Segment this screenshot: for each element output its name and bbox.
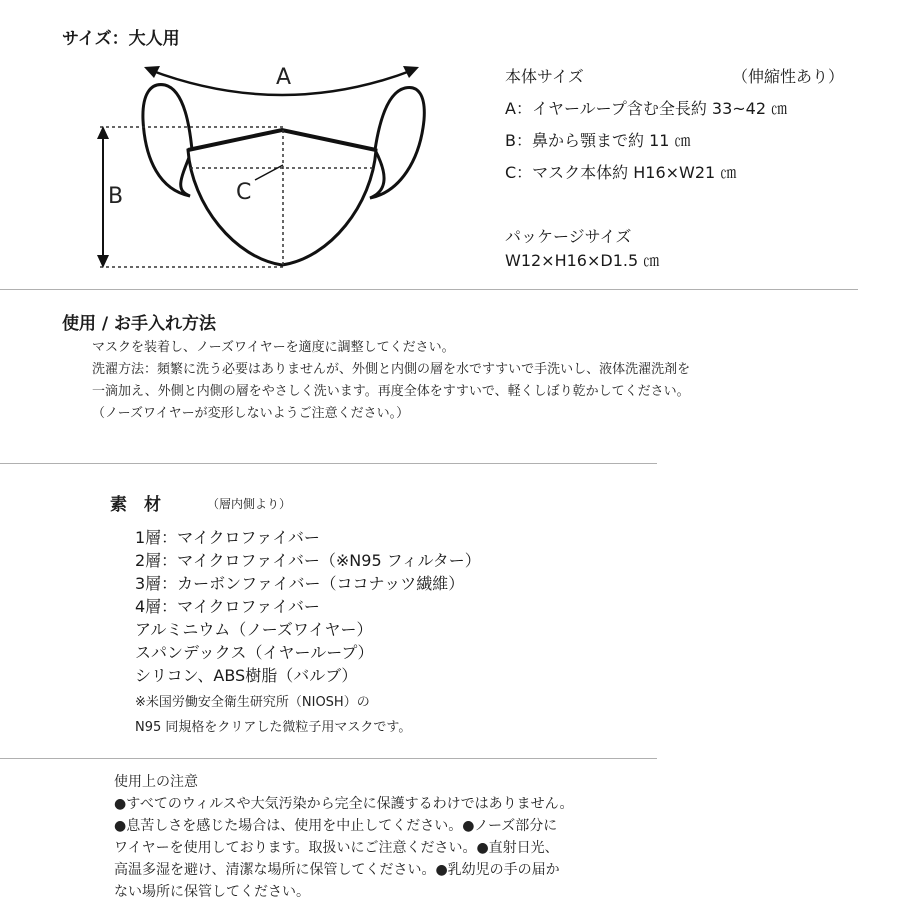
- usage-line: （ノーズワイヤーが変形しないようご注意ください。）: [92, 406, 410, 421]
- caution-line: 高温多湿を避け、清潔な場所に保管してください。●乳幼児の手の届か: [114, 862, 560, 878]
- arrowhead-down: [97, 255, 109, 268]
- material-item: 2層：マイクロファイバー（※N95 フィルター）: [135, 551, 481, 570]
- spec-note: （伸縮性あり）: [732, 67, 845, 86]
- caution-line: ない場所に保管してください。: [114, 884, 310, 900]
- materials-note: ※米国労働安全衛生研究所（NIOSH）の: [135, 695, 370, 710]
- material-item: 4層：マイクロファイバー: [135, 597, 320, 616]
- size-title: サイズ：大人用: [62, 29, 180, 49]
- caution-line: ●息苦しさを感じた場合は、使用を中止してください。●ノーズ部分に: [114, 818, 558, 834]
- label-a: A: [276, 65, 292, 90]
- spec-line: C：マスク本体約 H16×W21 ㎝: [505, 163, 737, 182]
- usage-line: 一滴加え、外側と内側の層をやさしく洗います。再度全体をすすいで、軽くしぼり乾かしてください。: [92, 384, 690, 399]
- spec-heading: 本体サイズ: [505, 67, 584, 86]
- material-item: スパンデックス（イヤーループ）: [135, 643, 374, 662]
- usage-title: 使用 / お手入れ方法: [62, 314, 217, 334]
- arrowhead-up: [97, 126, 109, 139]
- label-c: C: [236, 180, 252, 205]
- label-b: B: [108, 184, 124, 209]
- divider: [0, 289, 858, 290]
- package-value: W12×H16×D1.5 ㎝: [505, 251, 660, 270]
- mask-diagram: [0, 0, 440, 290]
- material-item: 3層：カーボンファイバー（ココナッツ繊維）: [135, 574, 465, 593]
- caution-line: ●すべてのウィルスや大気汚染から完全に保護するわけではありません。: [114, 796, 574, 812]
- mask-body: [188, 130, 376, 265]
- divider: [0, 463, 657, 464]
- divider: [0, 758, 657, 759]
- ear-loop-left: [143, 85, 192, 196]
- package-heading: パッケージサイズ: [505, 227, 632, 246]
- material-item: シリコン、ABS樹脂（バルブ）: [135, 666, 358, 685]
- materials-subtitle: （層内側より）: [207, 497, 292, 511]
- material-item: アルミニウム（ノーズワイヤー）: [135, 620, 373, 639]
- usage-line: 洗濯方法：頻繁に洗う必要はありませんが、外側と内側の層を水ですすいで手洗いし、液体洗濯洗剤を: [92, 362, 691, 377]
- spec-line: B：鼻から顎まで約 11 ㎝: [505, 131, 691, 150]
- spec-line: A：イヤーループ含む全長約 33~42 ㎝: [505, 99, 788, 118]
- caution-line: ワイヤーを使用しております。取扱いにご注意ください。●直射日光、: [114, 840, 559, 856]
- materials-note: N95 同規格をクリアした微粒子用マスクです。: [135, 720, 412, 735]
- materials-title: 素 材: [110, 495, 161, 515]
- caution-title: 使用上の注意: [114, 774, 198, 790]
- material-item: 1層：マイクロファイバー: [135, 528, 320, 547]
- ear-loop-right: [370, 87, 424, 198]
- usage-line: マスクを装着し、ノーズワイヤーを適度に調整してください。: [92, 340, 455, 355]
